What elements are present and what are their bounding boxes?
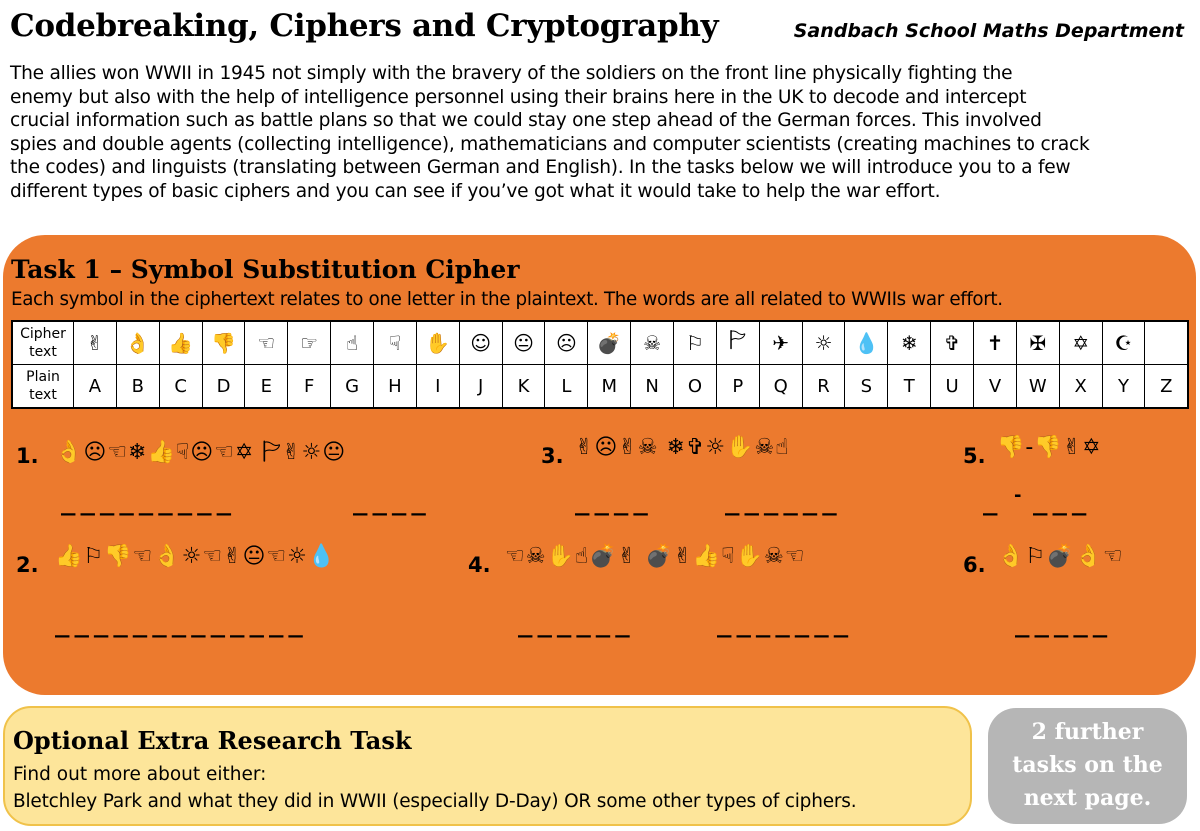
extra-text-line: Bletchley Park and what they did in WWII (especially D-Day) OR some other types of ciphers. [13, 791, 857, 812]
cipher-symbol-cell: ✋ [416, 321, 459, 365]
cipher-symbol-cell: 🏱 [716, 321, 759, 365]
plain-header-line: text [29, 387, 57, 403]
cipher-symbol-cell: 👌 [116, 321, 159, 365]
cipher-symbol-cell: ✡ [1059, 321, 1102, 365]
cipher-symbol-cell [1145, 321, 1188, 365]
intro-paragraph [10, 62, 1192, 203]
plain-letter-cell: G [331, 365, 374, 409]
plain-letter-cell: U [931, 365, 974, 409]
plain-letter-cell: A [74, 365, 117, 409]
cipher-symbol-cell: 👎 [202, 321, 245, 365]
cipher-header-line: text [29, 344, 57, 360]
cipher-symbol-cell: 💧 [845, 321, 888, 365]
cipher-symbol-cell: ✈ [759, 321, 802, 365]
answer-blank[interactable]: _________ [61, 488, 237, 516]
plain-letter-cell: S [845, 365, 888, 409]
cipher-symbol-cell: ✞ [931, 321, 974, 365]
extra-research-panel [3, 706, 972, 826]
answer-blank[interactable]: ____ [353, 488, 431, 516]
question-number: 6. [963, 553, 986, 577]
answer-blank[interactable]: ______ [518, 610, 635, 638]
plain-letter-cell: F [288, 365, 331, 409]
intro-line: different types of basic ciphers and you can see if you’ve got what it would take to help the war effort. [10, 180, 941, 202]
question-ciphertext: ☜☠✋☝💣✌ 💣✌👍☟✋☠☜ [505, 544, 806, 569]
plain-letter-cell: M [588, 365, 631, 409]
plain-letter-cell: B [116, 365, 159, 409]
plain-letter-cell: W [1016, 365, 1059, 409]
plain-letter-cell: D [202, 365, 245, 409]
question-number: 1. [16, 444, 39, 468]
department-name: Sandbach School Maths Department [793, 20, 1184, 42]
further-tasks-note [988, 708, 1187, 824]
plain-header-line: Plain [26, 369, 60, 385]
plain-letter-cell: T [888, 365, 931, 409]
cipher-symbol-cell: 👍 [159, 321, 202, 365]
page-title: Codebreaking, Ciphers and Cryptography [10, 8, 719, 44]
further-line: tasks on the [1012, 752, 1163, 778]
plain-letter-cell: V [974, 365, 1017, 409]
plain-letter-cell: N [631, 365, 674, 409]
further-line: 2 further [1031, 719, 1144, 745]
plain-letter-cell: K [502, 365, 545, 409]
task1-title: Task 1 – Symbol Substitution Cipher [11, 255, 520, 284]
cipher-symbol-cell: ✌ [74, 321, 117, 365]
cipher-symbol-cell: 😐 [502, 321, 545, 365]
plain-letter-cell: E [245, 365, 288, 409]
answer-blank[interactable]: _______ [717, 610, 854, 638]
cipher-symbol-cell: ✝ [974, 321, 1017, 365]
further-line: next page. [1023, 785, 1152, 811]
plain-letter-cell: C [159, 365, 202, 409]
answer-blank[interactable]: ____ [575, 488, 653, 516]
answer-blank[interactable]: _____ [1015, 610, 1113, 638]
question-ciphertext: 👎-👎✌✡ [997, 435, 1102, 460]
question-ciphertext: ✌☹✌☠ ❄✞☼✋☠☝ [575, 435, 790, 460]
cipher-symbol-cell: ⚐ [674, 321, 717, 365]
task1-panel [3, 235, 1196, 695]
cipher-symbol-cell: ☺ [459, 321, 502, 365]
plain-letter-cell: X [1059, 365, 1102, 409]
cipher-symbol-cell: ☼ [802, 321, 845, 365]
intro-line: enemy but also with the help of intelligence personnel using their brains here in the UK to decode and intercept [10, 86, 1027, 108]
cipher-symbol-cell: ☝ [331, 321, 374, 365]
cipher-symbol-cell: ☟ [374, 321, 417, 365]
question-number: 3. [541, 444, 564, 468]
cipher-symbol-cell: ☪ [1102, 321, 1145, 365]
cipher-symbol-cell: ☜ [245, 321, 288, 365]
plain-letter-cell: Q [759, 365, 802, 409]
plain-header [12, 365, 74, 409]
answer-blank[interactable]: ______ [725, 488, 842, 516]
plain-letter-cell: J [459, 365, 502, 409]
question-number: 5. [963, 444, 986, 468]
plain-letter-cell: Y [1102, 365, 1145, 409]
question-ciphertext: 👌⚐💣👌☜ [997, 544, 1124, 569]
plain-letter-cell: P [716, 365, 759, 409]
cipher-header-line: Cipher [20, 326, 66, 342]
hyphen-mark: - [1014, 485, 1022, 506]
plain-letter-cell: L [545, 365, 588, 409]
extra-title: Optional Extra Research Task [13, 726, 412, 755]
plain-letter-cell: H [374, 365, 417, 409]
cipher-header [12, 321, 74, 365]
cipher-symbol-cell: 💣 [588, 321, 631, 365]
cipher-symbol-cell: ☹ [545, 321, 588, 365]
cipher-symbol-cell: ❄ [888, 321, 931, 365]
cipher-row [12, 321, 1188, 365]
plain-letter-cell: O [674, 365, 717, 409]
intro-line: the codes) and linguists (translating between German and English). In the tasks below we will introduce you to a few [10, 157, 1071, 178]
question-number: 4. [468, 553, 491, 577]
question-ciphertext: 👌☹☜❄👍☟☹☜✡ 🏱✌☼😐 [55, 440, 347, 465]
plain-letter-cell: R [802, 365, 845, 409]
cipher-key-table [11, 320, 1189, 409]
cipher-symbol-cell: ☠ [631, 321, 674, 365]
answer-blank[interactable]: _ [983, 488, 1003, 516]
answer-blank[interactable]: ___ [1033, 488, 1092, 516]
task1-description: Each symbol in the ciphertext relates to one letter in the plaintext. The words are all related to WWIIs war effort. [11, 289, 1003, 310]
cipher-symbol-cell: ☞ [288, 321, 331, 365]
intro-line: spies and double agents (collecting intelligence), mathematicians and computer scientists (creating machines to crack [10, 133, 1090, 155]
cipher-symbol-cell: ✠ [1016, 321, 1059, 365]
question-ciphertext: 👍⚐👎☜👌☼☜✌😐☜☼💧 [55, 544, 337, 569]
plain-row [12, 365, 1188, 409]
answer-blank[interactable]: _____________ [55, 610, 308, 638]
plain-letter-cell: I [416, 365, 459, 409]
plain-letter-cell: Z [1145, 365, 1188, 409]
question-number: 2. [16, 553, 39, 577]
extra-text-line: Find out more about either: [13, 764, 267, 785]
intro-line: The allies won WWII in 1945 not simply with the bravery of the soldiers on the front line physically fighting the [10, 63, 1013, 84]
intro-line: crucial information such as battle plans so that we could stay one step ahead of the German forces. This involved [10, 110, 1042, 131]
